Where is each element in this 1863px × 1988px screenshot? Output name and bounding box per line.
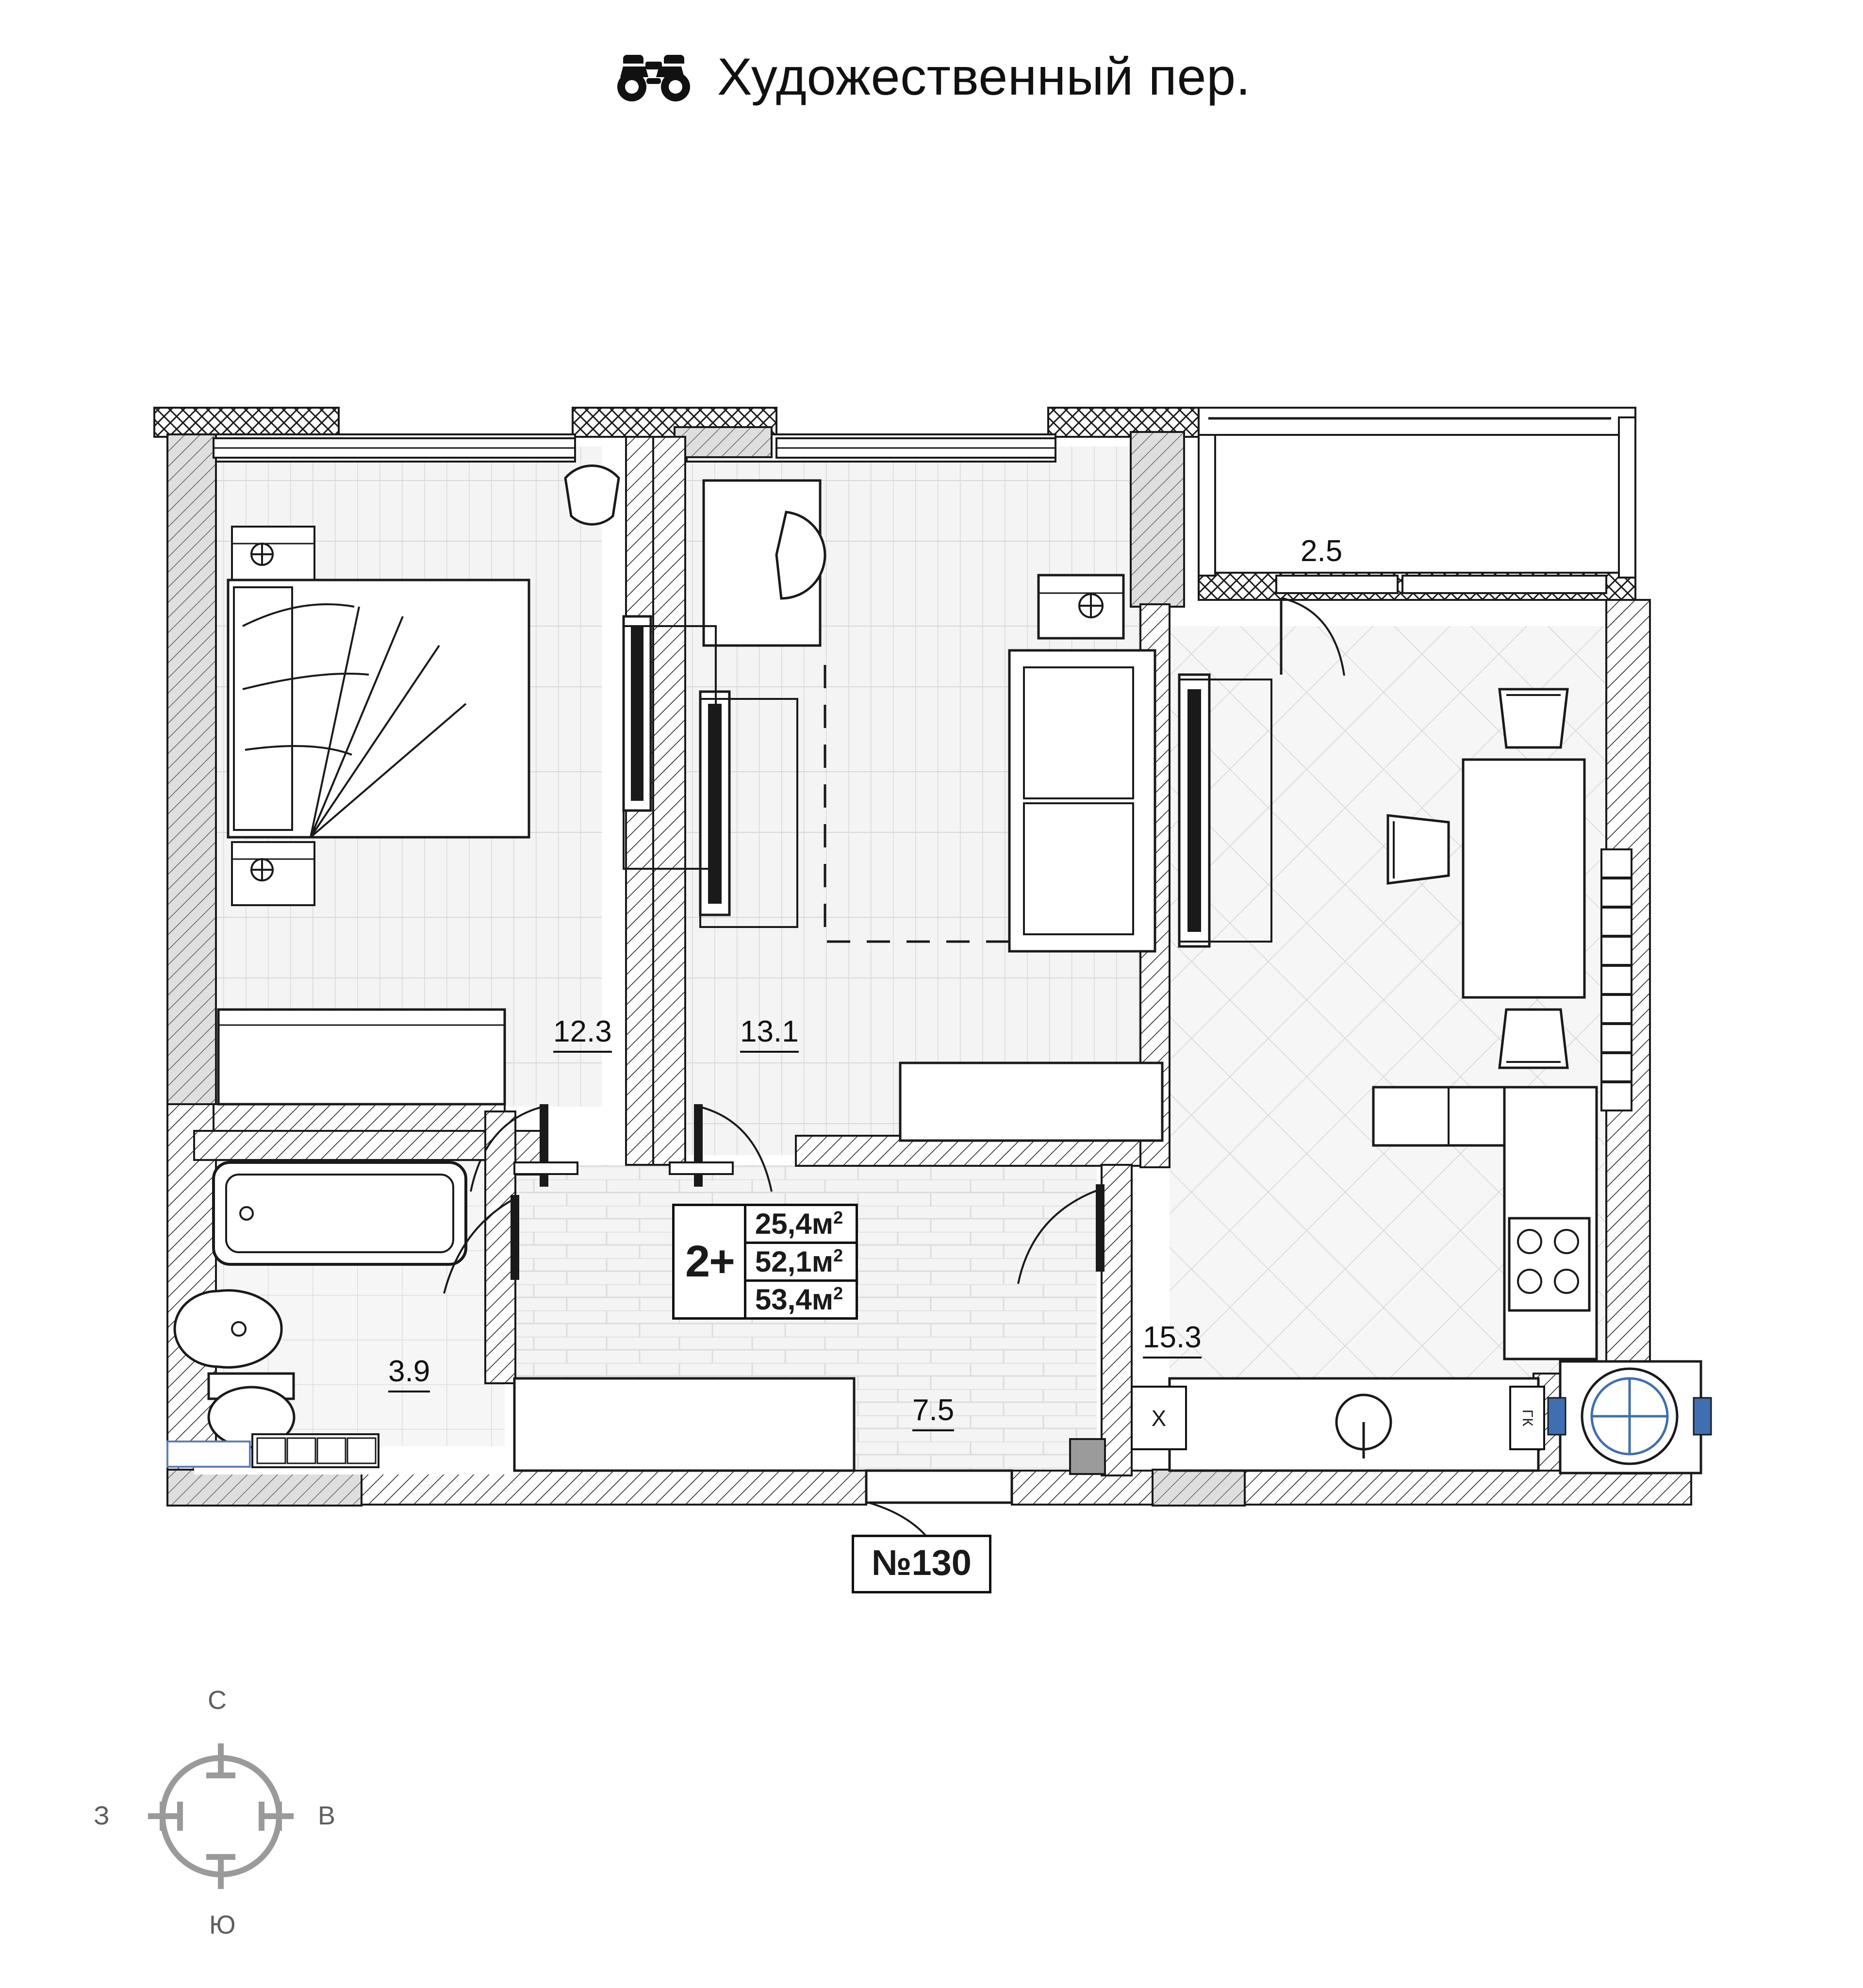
area-row-total <box>746 1242 856 1279</box>
utility-closet-tag: ГК <box>1509 1386 1545 1450</box>
area-row-gross <box>746 1279 856 1317</box>
area-row-living <box>746 1206 856 1242</box>
compass-south-label: Ю <box>209 1910 236 1939</box>
apartment-number-plate: №130 <box>852 1535 991 1593</box>
area-value-living: 25,4 <box>755 1208 812 1240</box>
room-area-hallway: 7.5 <box>912 1393 954 1431</box>
compass-east-label: В <box>318 1801 336 1830</box>
page-title: Художественный пер. <box>717 47 1251 106</box>
area-unit-gross: м <box>811 1283 834 1316</box>
area-sup-gross: 2 <box>833 1283 843 1303</box>
compass-west-label: З <box>94 1801 110 1830</box>
room-area-bathroom: 3.9 <box>388 1354 430 1392</box>
area-value-total: 52,1 <box>755 1245 812 1278</box>
room-area-kitchen-living: 15.3 <box>1143 1320 1202 1358</box>
room-area-bedroom: 12.3 <box>553 1014 612 1053</box>
area-unit-living: м <box>811 1208 834 1240</box>
room-area-living-room: 13.1 <box>740 1014 799 1053</box>
area-unit-total: м <box>811 1245 834 1278</box>
badge-area-list <box>746 1206 856 1317</box>
apartment-area-badge <box>672 1204 858 1320</box>
area-value-gross: 53,4 <box>755 1283 812 1316</box>
wardrobe-tag: X <box>1131 1386 1187 1450</box>
compass-rose <box>90 1686 342 1941</box>
room-area-balcony: 2.5 <box>1301 534 1343 568</box>
rooms-count-label: 2+ <box>685 1237 734 1286</box>
area-sup-total: 2 <box>833 1245 843 1265</box>
compass-north-label: С <box>208 1686 227 1715</box>
area-sup-living: 2 <box>833 1208 843 1227</box>
